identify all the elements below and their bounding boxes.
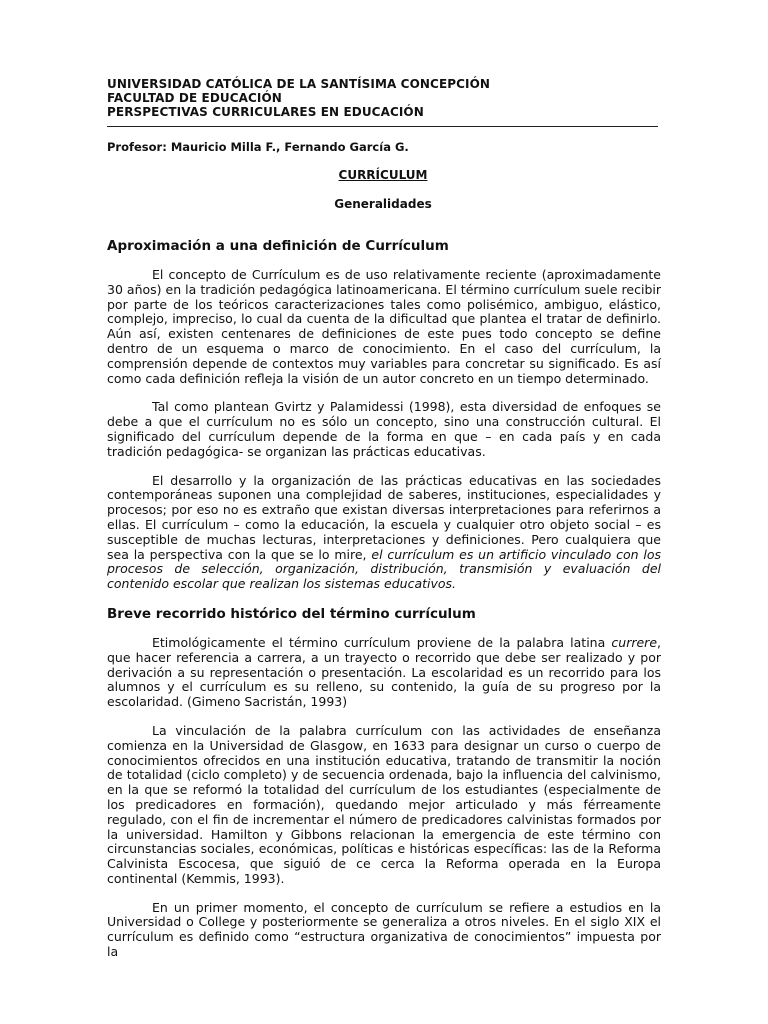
document-body (107, 238, 661, 974)
faculty-name: FACULTAD DE EDUCACIÓN (107, 91, 282, 105)
header-divider (107, 126, 658, 127)
paragraph-text: Etimológicamente el término currículum proviene de la palabra latina (152, 634, 612, 650)
professor-line: Profesor: Mauricio Milla F., Fernando García G. (107, 140, 409, 154)
university-name: UNIVERSIDAD CATÓLICA DE LA SANTÍSIMA CONCEPCIÓN (107, 77, 491, 91)
paragraph-italic-text: currere (611, 634, 658, 650)
document-header (107, 77, 659, 119)
paragraph: En un primer momento, el concepto de currículum se refiere a estudios en la Universidad o College y posteriormente se generaliza a otros niveles. En el siglo XIX el currículum es definido como “estructura organizativa de conocimientos” impuesta por la (107, 899, 661, 960)
paragraph (107, 474, 661, 592)
paragraph: La vinculación de la palabra currículum con las actividades de enseñanza comienza en la Universidad de Glasgow, en 1633 para designar un curso o cuerpo de conocimientos ofrecidos en una institución educativa, tratando de transmitir la noción de totalidad (ciclo completo) y de secuencia ordenada, bajo la influencia del calvinismo, en la que se reformó la totalidad del currículum de los estudiantes (especialmente de los predicadores en formación), quedando mejor articulado y más férreamente regulado, con el fin de incrementar el número de predicadores calvinistas formados por la universidad. Hamilton y Gibbons relacionan la emergencia de este término con circunstancias sociales, económicas, políticas e históricas específicas: las de la Reforma Calvinista Escocesa, que siguió de ce cerca la Reforma operada en la Europa continental (Kemmis, 1993). (107, 722, 661, 886)
paragraph-italic-text: el currículum es un artificio vinculado con los procesos de selección, organización, distribución, transmisión y evaluación del contenido escolar que realizan los sistemas educativos. (107, 546, 661, 592)
paragraph: El concepto de Currículum es de uso relativamente reciente (aproximadamente 30 años) en la tradición pedagógica latinoamericana. El término currículum suele recibir por parte de los teóricos caracterizaciones tales como polisémico, ambiguo, elástico, complejo, impreciso, lo cual da cuenta de la dificultad que plantea el tratar de definirlo. Aún así, existen centenares de definiciones de este pues todo concepto se define dentro de un esquema o marco de conocimiento. En el caso del currículum, la comprensión depende de contextos muy variables para concretar su significado. Es así como cada definición refleja la visión de un autor concreto en un tiempo determinado. (107, 267, 661, 386)
section-heading-history: Breve recorrido histórico del término currículum (107, 605, 476, 622)
paragraph: Tal como plantean Gvirtz y Palamidessi (1998), esta diversidad de enfoques se debe a que el currículum no es sólo un concepto, sino una construcción cultural. El significado del currículum depende de la forma en que – en cada país y en cada tradición pedagógica- se organizan las prácticas educativas. (107, 399, 661, 459)
paragraph-text: , que hacer referencia a carrera, a un trayecto o recorrido que debe ser realizado y por derivación a su representación o presentación. La escolaridad es un recorrido para los alumnos y el currículum es su relleno, su contenido, la guía de su progreso por la escolaridad. (Gimeno Sacristán, 1993) (107, 634, 661, 710)
paragraph-text: El desarrollo y la organización de las prácticas educativas en las sociedades contemporáneas suponen una complejidad de saberes, instituciones, especialidades y procesos; por eso no es extraño que existan diversas interpretaciones para referirnos a ellas. El currículum – como la educación, la escuela y cualquier otro objeto social – es susceptible de muchas lecturas, interpretaciones y definiciones. Pero cualquiera que sea la perspectiva con la que se lo mire, (107, 472, 661, 562)
course-name: PERSPECTIVAS CURRICULARES EN EDUCACIÓN (107, 105, 424, 119)
section-heading-definition: Aproximación a una definición de Currículum (107, 238, 449, 254)
document-title: CURRÍCULUM (338, 168, 428, 182)
document-subtitle: Generalidades (334, 197, 432, 211)
paragraph (107, 636, 661, 710)
